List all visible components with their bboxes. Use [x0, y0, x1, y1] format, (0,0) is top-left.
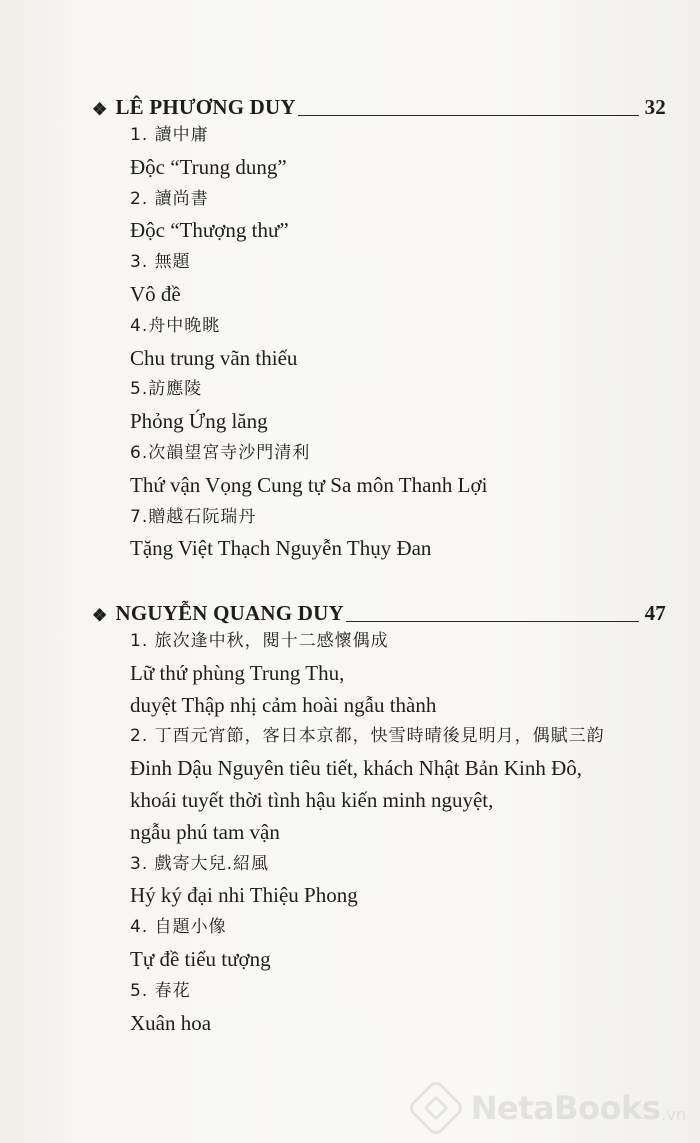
entry-viet-title: Đinh Dậu Nguyên tiêu tiết, khách Nhật Bản Kinh Đô, [130, 756, 582, 781]
toc-section-nguyen-quang-duy [92, 596, 666, 1039]
entry-han-title: 3. 無題 [130, 252, 191, 273]
entry-han-title: 4. 自題小像 [130, 917, 227, 938]
entry-han-title: 6.次韻望宮寺沙門清利 [130, 442, 311, 463]
entry-viet-title: Xuân hoa [130, 1010, 212, 1035]
toc-heading [92, 596, 666, 626]
page-number: 47 [644, 601, 666, 625]
entry-viet-title: ngẫu phú tam vận [130, 819, 280, 844]
entry-viet-title: Độc “Trung dung” [130, 154, 287, 179]
netabooks-watermark [415, 1087, 686, 1129]
entry-han-title: 2. 丁酉元宵節，客日本京都，快雪時晴後見明月，偶賦三韵 [130, 726, 605, 747]
entry-han-title: 1. 旅次逢中秋，閱十二感懷偶成 [130, 631, 389, 651]
entry-viet-title: Lữ thứ phùng Trung Thu, [130, 660, 345, 685]
leader-line [298, 114, 639, 116]
leader-line [346, 620, 639, 622]
entry-list [130, 120, 666, 565]
diamond-bullet-icon: ❖ [92, 606, 108, 625]
entry-han-title: 2. 讀尚書 [130, 188, 209, 209]
entry-viet-title: khoái tuyết thời tình hậu kiến minh nguyệt, [130, 787, 494, 812]
entry-han-title: 1. 讀中庸 [130, 125, 209, 145]
entry-viet-title: Tặng Việt Thạch Nguyễn Thụy Đan [130, 536, 432, 561]
entry-han-title: 3. 戲寄大兒.紹風 [130, 853, 270, 874]
entry-han-title: 4.舟中晚眺 [130, 315, 221, 336]
entry-han-title: 7.贈越石阮瑞丹 [130, 506, 257, 527]
watermark-suffix: .vn [661, 1105, 686, 1124]
entry-viet-title: Thứ vận Vọng Cung tự Sa môn Thanh Lợi [130, 472, 488, 497]
entry-viet-title: Phỏng Ứng lăng [130, 409, 268, 434]
author-name: NGUYỄN QUANG DUY [115, 601, 344, 625]
entry-han-title: 5.訪應陵 [130, 379, 203, 400]
author-name: LÊ PHƯƠNG DUY [115, 95, 296, 119]
entry-viet-title: duyệt Thập nhị cảm hoài ngẫu thành [130, 692, 437, 717]
entry-viet-title: Độc “Thượng thư” [130, 218, 289, 243]
watermark-brand: NetaBooks [470, 1089, 661, 1127]
page-number: 32 [644, 95, 666, 119]
entry-han-title: 5. 春花 [130, 980, 191, 1001]
entry-viet-title: Hý ký đại nhi Thiệu Phong [130, 883, 358, 908]
toc-heading [92, 90, 666, 120]
entry-viet-title: Tự đề tiểu tượng [130, 946, 271, 971]
toc-section-le-phuong-duy [92, 90, 666, 565]
entry-viet-title: Chu trung vãn thiếu [130, 345, 298, 370]
entry-list [130, 626, 666, 1039]
entry-viet-title: Vô đề [130, 281, 181, 306]
netabooks-logo-icon [406, 1078, 465, 1137]
diamond-bullet-icon: ❖ [92, 100, 108, 119]
